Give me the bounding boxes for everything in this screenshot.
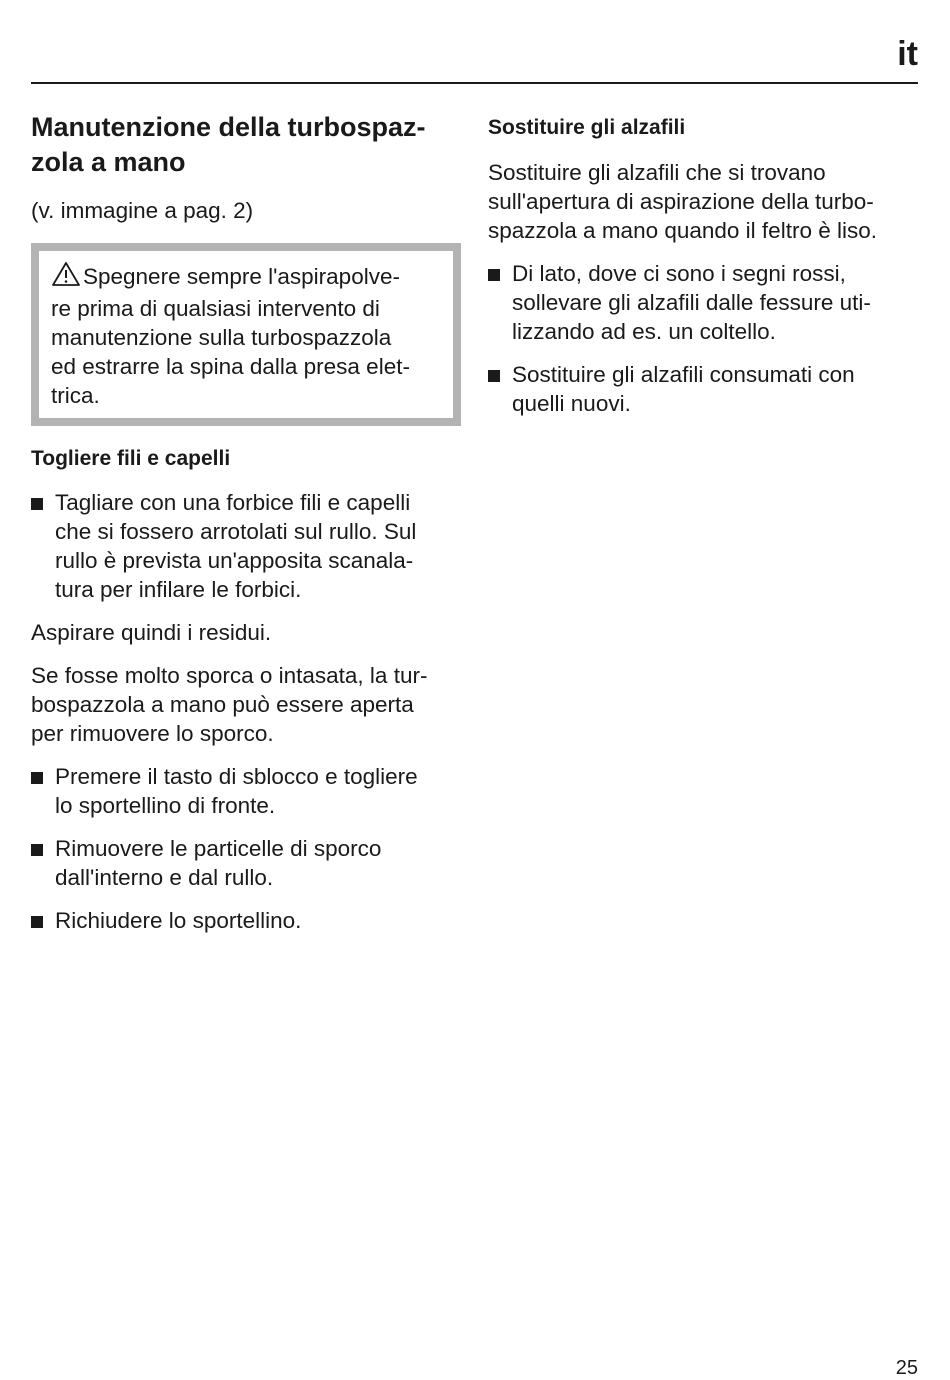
- paragraph-line: per rimuovere lo sporco.: [31, 721, 274, 746]
- bullet-square-icon: [488, 269, 500, 281]
- list-item-line: tura per infilare le forbici.: [55, 577, 302, 602]
- right-column: [488, 114, 918, 418]
- warning-line: Spegnere sempre l'aspirapolve-: [83, 264, 400, 289]
- list-item-line: sollevare gli alzafili dalle fessure uti-: [512, 290, 871, 315]
- bullet-square-icon: [31, 844, 43, 856]
- paragraph-line: spazzola a mano quando il feltro è liso.: [488, 218, 877, 243]
- warning-line: re prima di qualsiasi intervento di: [51, 296, 380, 321]
- list-item-line: dall'interno e dal rullo.: [55, 865, 274, 890]
- subsection-title: Sostituire gli alzafili: [488, 116, 686, 139]
- list-item: [488, 259, 918, 346]
- warning-line: manutenzione sulla turbospazzola: [51, 325, 392, 350]
- paragraph: Aspirare quindi i residui.: [31, 620, 272, 645]
- paragraph-line: bospazzola a mano può essere aperta: [31, 692, 414, 717]
- warning-box: [31, 243, 461, 426]
- list-item-line: Richiudere lo sportellino.: [55, 908, 302, 933]
- paragraph: [31, 661, 461, 748]
- subsection-title: Togliere fili e capelli: [31, 447, 231, 470]
- title-line: Manutenzione della turbospaz-: [31, 112, 426, 142]
- list-item-line: Rimuovere le particelle di sporco: [55, 836, 382, 861]
- list-item-line: Di lato, dove ci sono i segni rossi,: [512, 261, 846, 286]
- section-title: [31, 110, 461, 180]
- list-item: [31, 488, 461, 604]
- paragraph-line: Se fosse molto sporca o intasata, la tur-: [31, 663, 428, 688]
- list-item-line: Tagliare con una forbice fili e capelli: [55, 490, 411, 515]
- warning-triangle-icon: [51, 261, 81, 294]
- page-number: 25: [895, 1357, 918, 1379]
- list-item-line: lo sportellino di fronte.: [55, 793, 276, 818]
- header-rule: [31, 82, 918, 84]
- bullet-square-icon: [31, 772, 43, 784]
- image-reference: (v. immagine a pag. 2): [31, 198, 254, 223]
- paragraph-line: Sostituire gli alzafili che si trovano: [488, 160, 826, 185]
- warning-line: trica.: [51, 383, 100, 408]
- list-item-line: quelli nuovi.: [512, 391, 631, 416]
- list-item-line: lizzando ad es. un coltello.: [512, 319, 776, 344]
- list-item: [31, 762, 461, 820]
- list-item-line: Premere il tasto di sblocco e togliere: [55, 764, 418, 789]
- bullet-square-icon: [488, 370, 500, 382]
- list-item: [31, 906, 461, 935]
- list-item: [488, 360, 918, 418]
- title-line: zola a mano: [31, 147, 186, 177]
- paragraph: [488, 158, 918, 245]
- left-column: [31, 110, 461, 935]
- list-item-line: Sostituire gli alzafili consumati con: [512, 362, 855, 387]
- warning-line: ed estrarre la spina dalla presa elet-: [51, 354, 410, 379]
- list-item-line: rullo è prevista un'apposita scanala-: [55, 548, 414, 573]
- language-code: it: [897, 35, 918, 73]
- paragraph-line: sull'apertura di aspirazione della turbo-: [488, 189, 874, 214]
- list-item: [31, 834, 461, 892]
- bullet-square-icon: [31, 916, 43, 928]
- list-item-line: che si fossero arrotolati sul rullo. Sul: [55, 519, 417, 544]
- bullet-square-icon: [31, 498, 43, 510]
